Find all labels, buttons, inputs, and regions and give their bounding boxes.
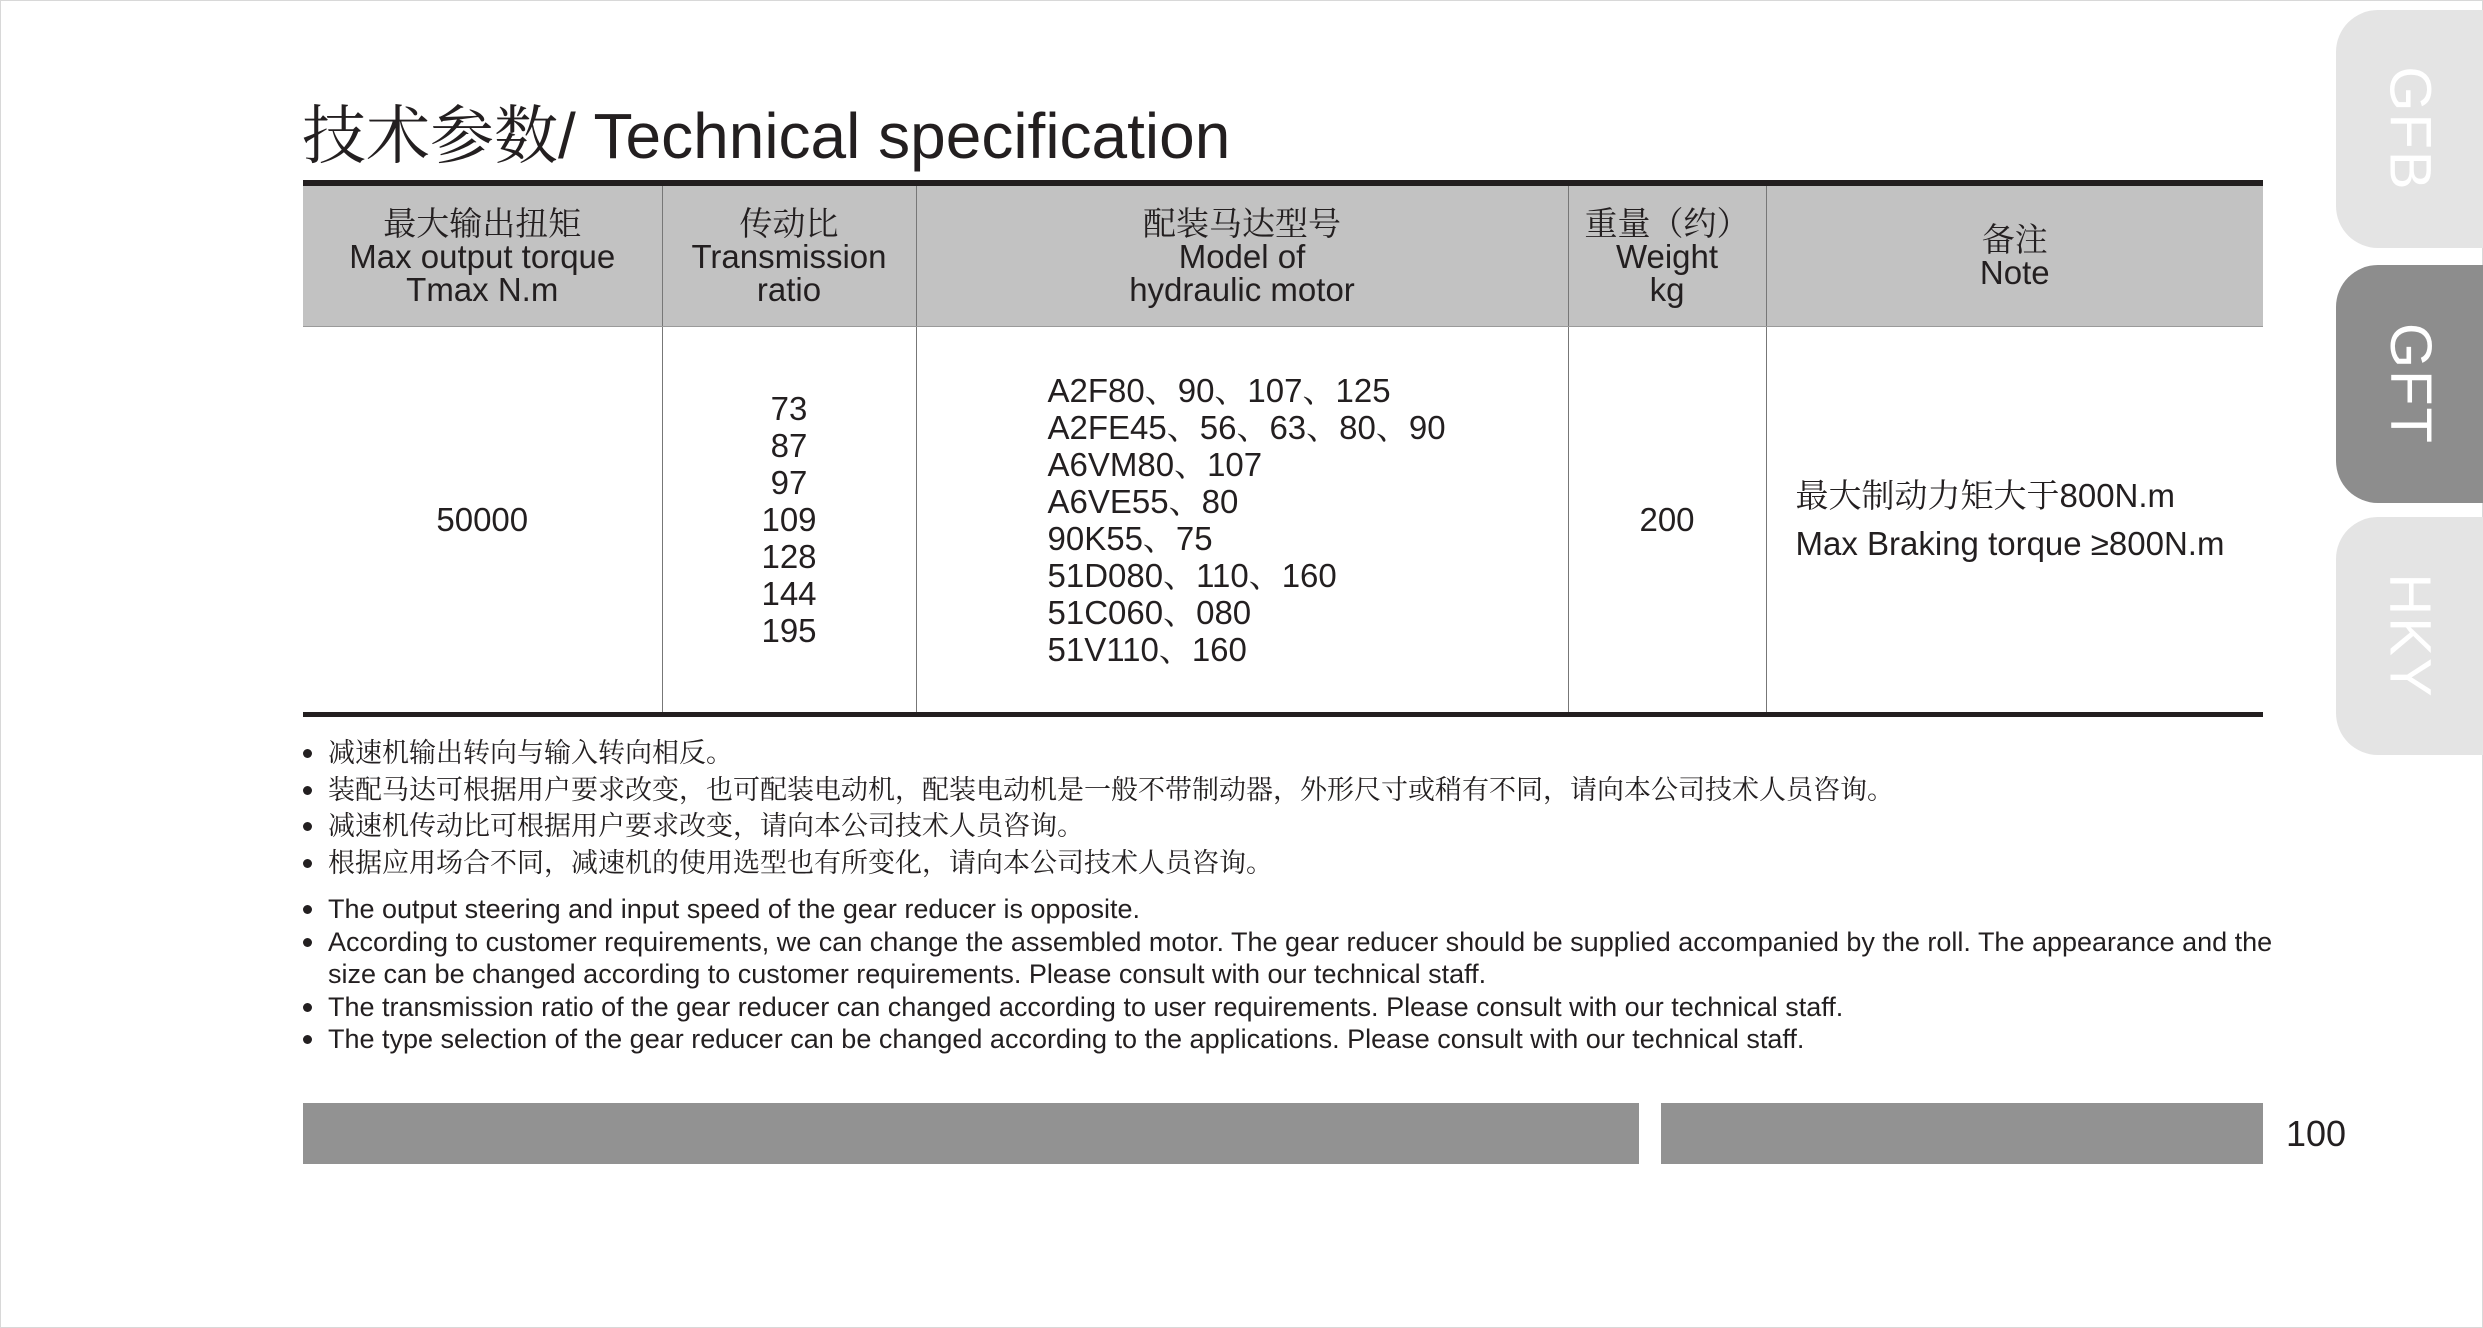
header-max-torque	[303, 183, 662, 327]
header-en: hydraulic motor	[1129, 270, 1355, 308]
footer-bar-right	[1661, 1103, 2263, 1164]
note-en: Max Braking torque ≥800N.m	[1795, 524, 2225, 562]
header-en: ratio	[756, 270, 822, 308]
cell-weight: 200	[1568, 327, 1766, 715]
header-unit: kg	[1649, 270, 1685, 308]
cell-ratios	[662, 327, 916, 715]
header-motor-model	[916, 183, 1568, 327]
cell-note	[1766, 327, 2263, 715]
header-en: Model of	[1178, 237, 1306, 275]
ratio-value: 128	[761, 538, 817, 575]
spec-table	[303, 180, 2263, 717]
list-item: According to customer requirements, we can change the assembled motor. The gear reducer should be supplied accompanied by the roll. The appearance and the size can be changed according to customer requirements. Please consult with our technical staff.	[303, 926, 2283, 991]
motor-model: 51V110、160	[1047, 630, 1247, 668]
motor-model: A6VM80、107	[1047, 445, 1263, 483]
header-note	[1766, 183, 2263, 327]
ratio-value: 87	[770, 427, 808, 464]
page-number: 100	[2286, 1113, 2347, 1154]
motor-model: A6VE55、80	[1047, 482, 1239, 520]
header-en: Max output torque	[349, 237, 616, 275]
header-en: Transmission	[691, 237, 887, 275]
tab-label: HKY	[2377, 573, 2443, 699]
cell-max-torque: 50000	[436, 501, 529, 538]
table-row	[303, 327, 2263, 715]
tab-gft[interactable]	[2336, 265, 2483, 503]
ratio-value: 97	[770, 464, 808, 501]
ratio-value: 109	[761, 501, 817, 538]
tab-hky[interactable]	[2336, 517, 2483, 755]
list-item: The type selection of the gear reducer can be changed according to the applications. Please consult with our technical staff.	[303, 1023, 2283, 1056]
tab-gfb[interactable]	[2336, 10, 2483, 248]
motor-model: 90K55、75	[1047, 519, 1213, 557]
list-item: The transmission ratio of the gear reducer can changed according to user requirements. Please consult with our technical staff.	[303, 991, 2283, 1024]
header-unit: Tmax N.m	[406, 270, 559, 308]
motor-model: A2FE45、56、63、80、90	[1047, 408, 1446, 446]
notes-zh-list	[303, 735, 2283, 881]
notes-section	[303, 735, 2283, 1056]
ratio-value: 73	[770, 390, 808, 427]
motor-model: 51D080、110、160	[1047, 556, 1337, 594]
table-header-row	[303, 183, 2263, 327]
notes-en-list	[303, 893, 2283, 1056]
list-item: 减速机传动比可根据用户要求改变，请向本公司技术人员咨询。	[303, 808, 2283, 845]
header-en: Weight	[1615, 237, 1719, 275]
page-title: 技术参数/ Technical specification	[302, 100, 1231, 172]
header-zh: 传动比	[739, 204, 839, 242]
header-zh: 配装马达型号	[1143, 204, 1341, 242]
header-zh: 最大输出扭矩	[383, 204, 582, 242]
motor-model: 51C060、080	[1047, 593, 1252, 631]
note-zh: 最大制动力矩大于800N.m	[1795, 476, 2176, 514]
list-item: The output steering and input speed of the gear reducer is opposite.	[303, 893, 2283, 926]
tab-label: GFT	[2377, 323, 2443, 445]
ratio-value: 195	[761, 612, 817, 649]
header-ratio	[662, 183, 916, 327]
header-weight	[1568, 183, 1766, 327]
header-en: Note	[1979, 254, 2050, 291]
list-item: 根据应用场合不同，减速机的使用选型也有所变化，请向本公司技术人员咨询。	[303, 845, 2283, 882]
list-item: 装配马达可根据用户要求改变，也可配装电动机，配装电动机是一般不带制动器，外形尺寸或稍有不同，请向本公司技术人员咨询。	[303, 772, 2283, 809]
header-zh: 重量（约）	[1584, 204, 1750, 242]
cell-motor-models	[916, 327, 1568, 715]
footer-bar-left	[303, 1103, 1639, 1164]
ratio-value: 144	[761, 575, 817, 612]
list-item: 减速机输出转向与输入转向相反。	[303, 735, 2283, 772]
motor-model: A2F80、90、107、125	[1047, 371, 1391, 409]
header-zh: 备注	[1981, 221, 2048, 258]
tab-label: GFB	[2377, 66, 2443, 192]
